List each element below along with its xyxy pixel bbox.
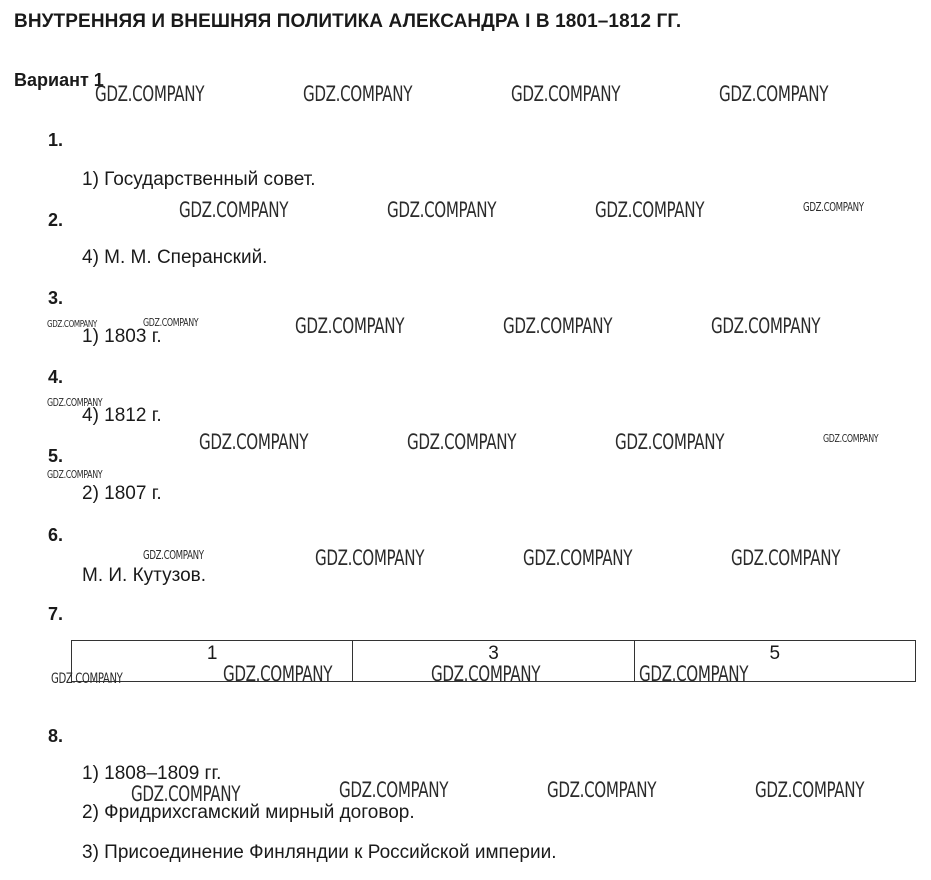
answer-text: 3) Присоединение Финляндии к Российской империи.	[82, 842, 557, 863]
watermark-text: GDZ.COMPANY	[143, 316, 199, 329]
answer-text: 2) Фридрихсгамский мирный договор.	[82, 802, 415, 823]
watermark-text: GDZ.COMPANY	[339, 778, 449, 802]
question-number: 3.	[48, 288, 64, 308]
watermark-text: GDZ.COMPANY	[547, 778, 657, 802]
table-cell: 5	[634, 641, 915, 682]
watermark-text: GDZ.COMPANY	[303, 82, 413, 106]
watermark-text: GDZ.COMPANY	[731, 546, 841, 570]
watermark-text: GDZ.COMPANY	[823, 432, 879, 445]
question-number: 1.	[48, 130, 64, 150]
watermark-text: GDZ.COMPANY	[143, 548, 204, 562]
watermark-text: GDZ.COMPANY	[639, 662, 749, 686]
watermark-text: GDZ.COMPANY	[523, 546, 633, 570]
answer-text: 4) 1812 г.	[82, 405, 162, 426]
page-title: ВНУТРЕННЯЯ И ВНЕШНЯЯ ПОЛИТИКА АЛЕКСАНДРА I В 1801–1812 ГГ.	[14, 11, 682, 32]
watermark-text: GDZ.COMPANY	[131, 782, 241, 806]
watermark-text: GDZ.COMPANY	[295, 314, 405, 338]
question-number: 6.	[48, 525, 64, 545]
watermark-text: GDZ.COMPANY	[51, 671, 123, 687]
answer-text: 1) 1808–1809 гг.	[82, 763, 222, 784]
watermark-text: GDZ.COMPANY	[315, 546, 425, 570]
answer-text: 1) Государственный совет.	[82, 169, 316, 190]
watermark-text: GDZ.COMPANY	[47, 319, 97, 330]
watermark-text: GDZ.COMPANY	[387, 198, 497, 222]
answer-text: М. И. Кутузов.	[82, 565, 207, 586]
watermark-text: GDZ.COMPANY	[511, 82, 621, 106]
watermark-text: GDZ.COMPANY	[615, 430, 725, 454]
watermark-text: GDZ.COMPANY	[95, 82, 205, 106]
watermark-text: GDZ.COMPANY	[803, 200, 864, 214]
question-number: 2.	[48, 210, 64, 230]
watermark-text: GDZ.COMPANY	[179, 198, 289, 222]
table-cell: 1	[72, 641, 353, 682]
answer-text: 4) М. М. Сперанский.	[82, 247, 268, 268]
watermark-text: GDZ.COMPANY	[47, 468, 103, 481]
question-number: 7.	[48, 604, 64, 624]
question-number: 8.	[48, 726, 64, 746]
watermark-text: GDZ.COMPANY	[755, 778, 865, 802]
watermark-text: GDZ.COMPANY	[407, 430, 517, 454]
question-number: 4.	[48, 367, 64, 387]
watermark-text: GDZ.COMPANY	[711, 314, 821, 338]
watermark-text: GDZ.COMPANY	[595, 198, 705, 222]
watermark-text: GDZ.COMPANY	[503, 314, 613, 338]
watermark-text: GDZ.COMPANY	[719, 82, 829, 106]
answer-text: 1) 1803 г.	[82, 326, 162, 347]
watermark-text: GDZ.COMPANY	[223, 662, 333, 686]
watermark-text: GDZ.COMPANY	[199, 430, 309, 454]
answer-text: 2) 1807 г.	[82, 483, 162, 504]
watermark-text: GDZ.COMPANY	[431, 662, 541, 686]
watermark-text: GDZ.COMPANY	[47, 396, 103, 409]
question-number: 5.	[48, 446, 64, 466]
table-cell: 3	[353, 641, 634, 682]
variant-label: Вариант 1	[14, 70, 104, 90]
